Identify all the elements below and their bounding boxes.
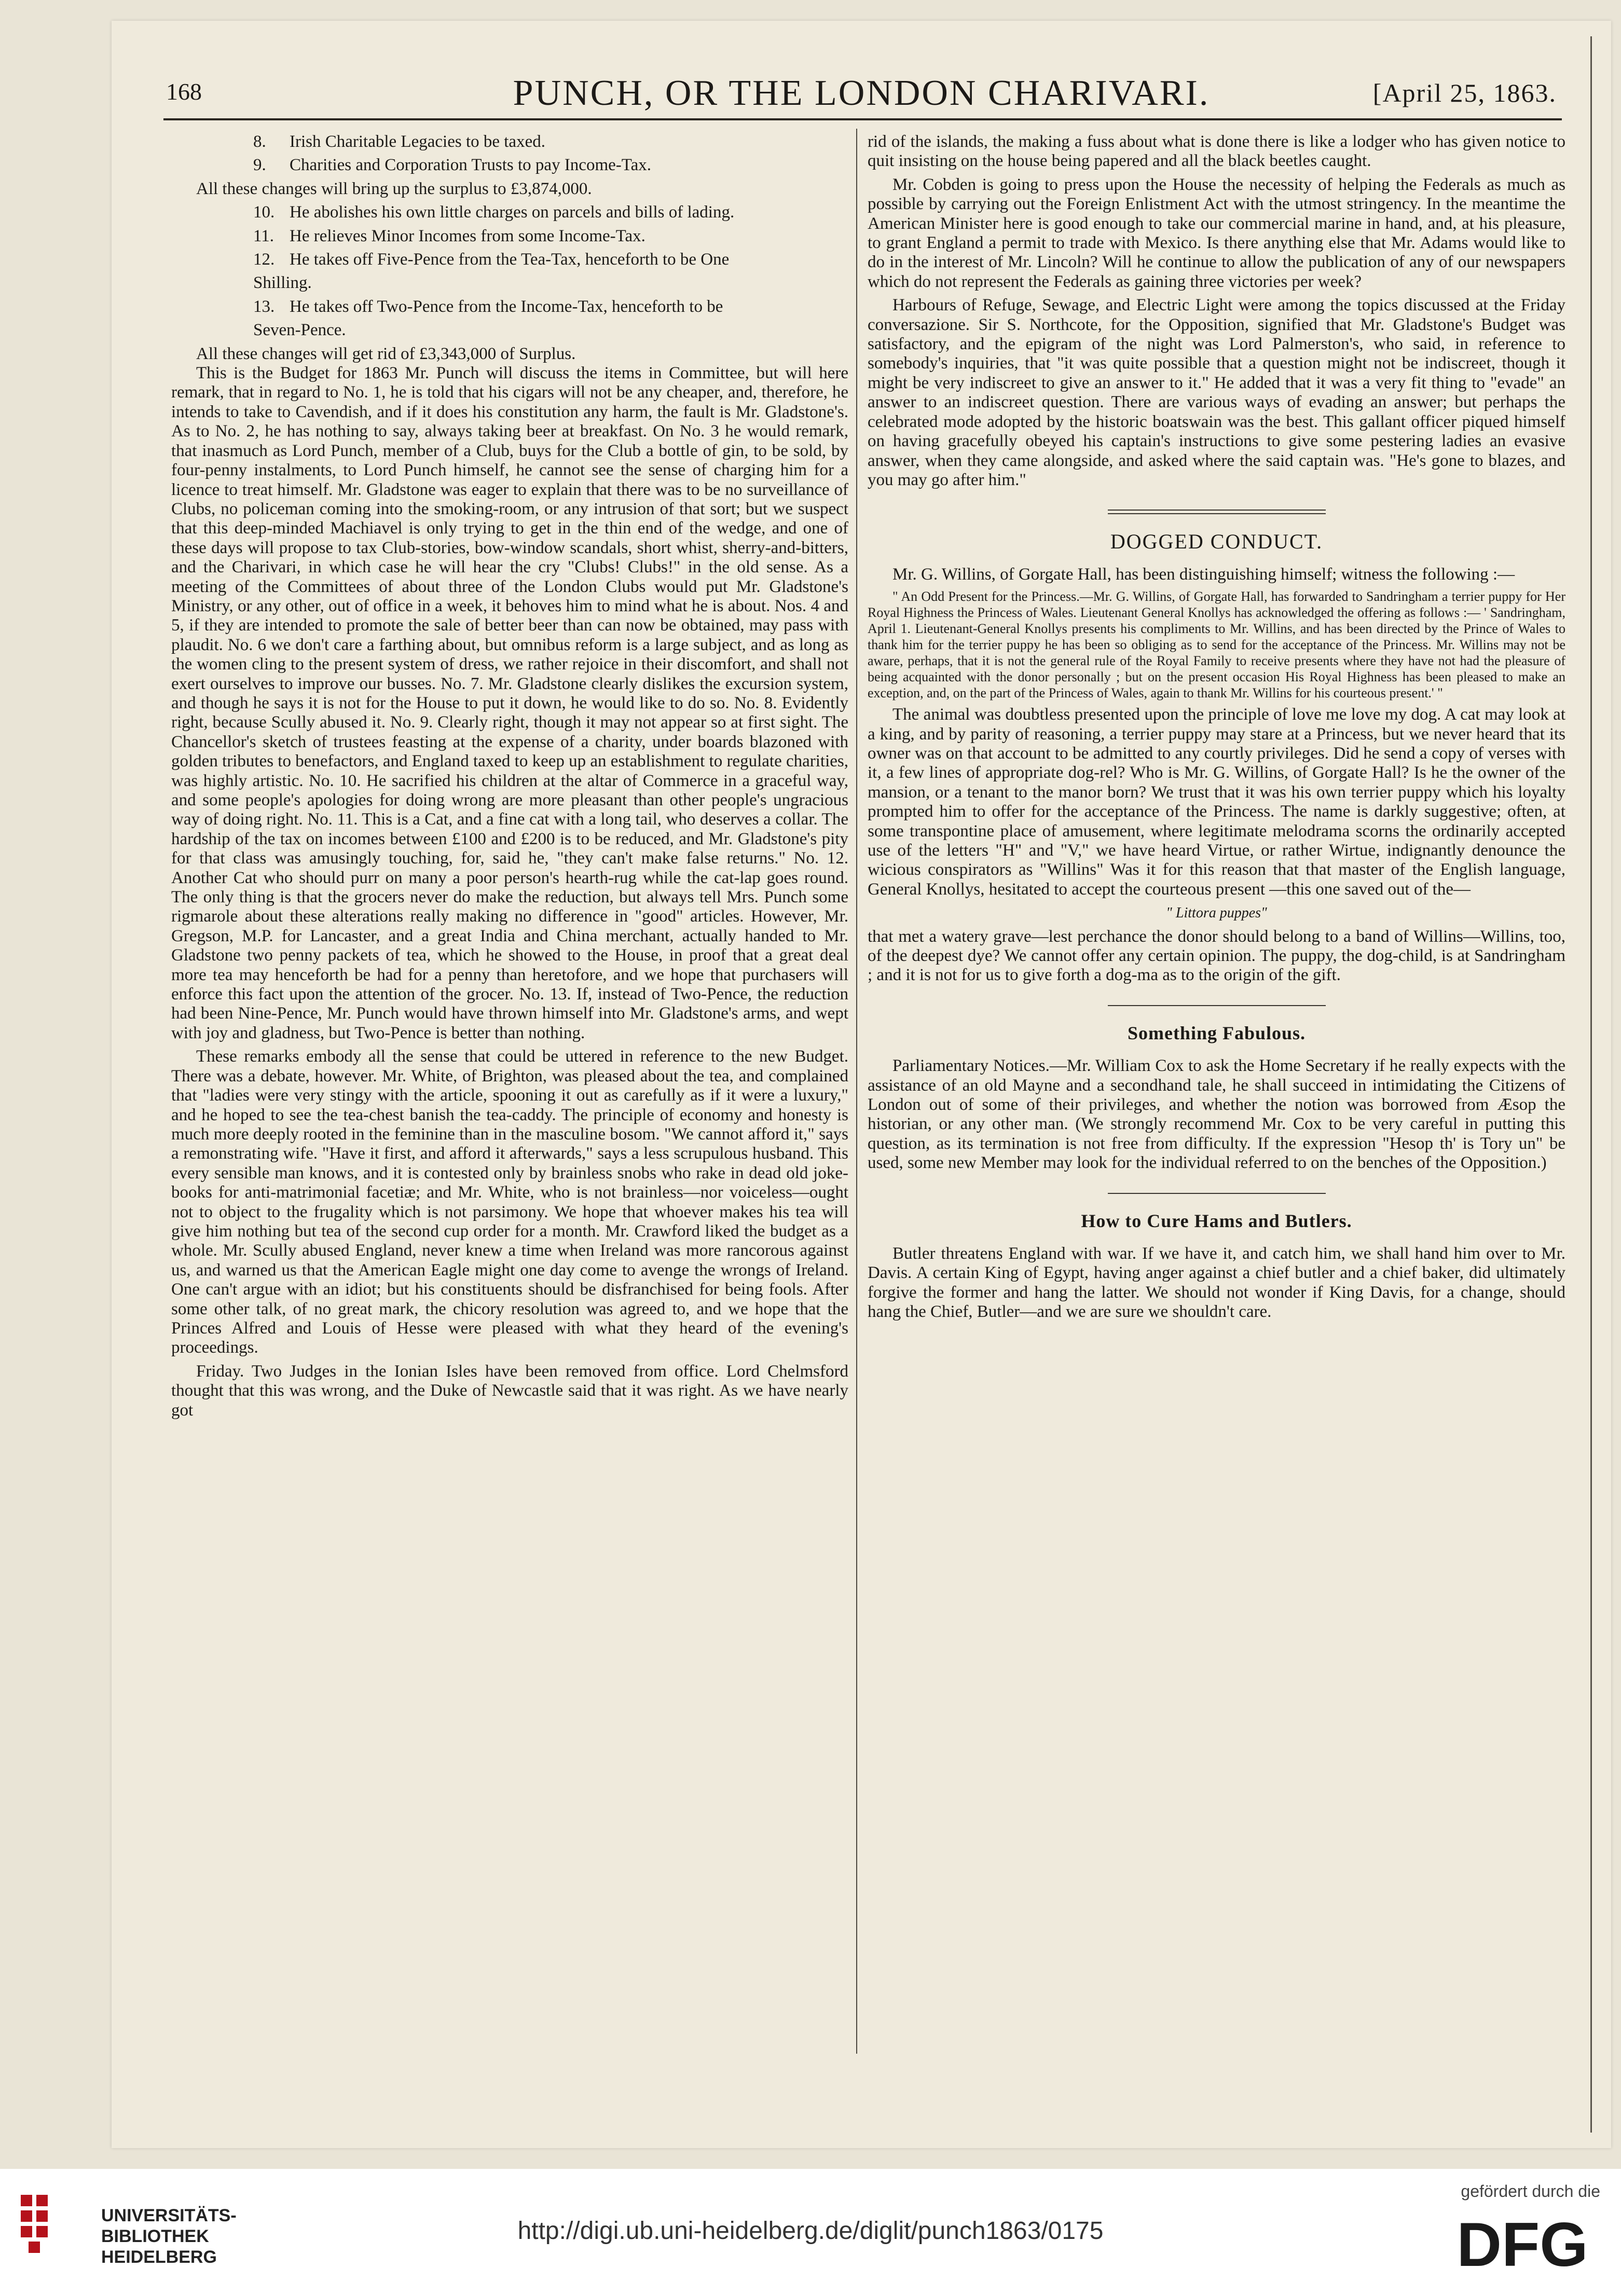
budget-item-text: He relieves Minor Incomes from some Income-Tax. [290, 226, 645, 245]
budget-list [171, 132, 848, 364]
page-header [166, 73, 1557, 119]
quoted-notice: " An Odd Present for the Princess.—Mr. G. Willins, of Gorgate Hall, has forwarded to Sandringham a terrier puppy for Her Royal Highness the Princess of Wales. Lieutenant General Knollys has acknowledged the offering as follows :— ' Sandringham, April 1. Lieutenant-General Knollys presents his compliments to Mr. Willins, and has been directed by the Prince of Wales to thank him for the terrier puppy he has been so obliging as to send for the acceptance of the Princess. Mr. Willins may not be aware, perhaps, that it is not the general rule of the Royal Family to receive presents where they have not had the pleasure of being acquainted with the donor personally ; but on the present occasion His Royal Highness has been pleased to make an exception, and, on the part of the Princess of Wales, again to thank Mr. Willins for his courteous present.' " [868, 589, 1565, 701]
article-paragraph: rid of the islands, the making a fuss about what is done there is like a lodger who has given notice to quit insisting on the house being papered and all the black beetles caught. [868, 132, 1565, 171]
page-title: PUNCH, OR THE LONDON CHARIVARI. [513, 73, 1210, 113]
left-column [171, 132, 848, 1420]
budget-note: All these changes will bring up the surplus to £3,874,000. [196, 179, 592, 198]
section-heading-dogged-conduct: DOGGED CONDUCT. [1110, 530, 1323, 554]
budget-item-continuation: Shilling. [253, 273, 312, 293]
budget-item [171, 132, 848, 152]
budget-item-number: 13. [253, 297, 275, 316]
article-paragraph: that met a watery grave—lest perchance the donor should belong to a band of Willins—Willins, too, of the deepest dye? We cannot offer any certain opinion. The puppy, the dog-child, is at Sandringham ; and it is not for us to give forth a dog-ma as to the origin of the gift. [868, 927, 1565, 985]
budget-item-number: 8. [253, 132, 266, 151]
budget-item [171, 203, 848, 222]
section-divider [1108, 1193, 1326, 1194]
article-paragraph: Harbours of Refuge, Sewage, and Electric Light were among the topics discussed at the Friday conversazione. Sir S. Northcote, for the Opposition, signified that Mr. Gladstone's Budget was satisfactory, and the epigram of the night was Lord Palmerston's, who said, in reference to somebody's inquiries, that "it was quite possible that a question might not be indiscreet, though it might be very indiscreet to give an answer to it." He added that it was a very fit thing to "evade" an answer to an indiscreet question. There are various ways of evading an answer; but perhaps the celebrated mode adopted by the historic boatswain was the best. This gallant officer piqued himself on having gracefully obeyed his captain's instructions to give some pestering ladies an evasive answer, when they came alongside, and asked where the said captain was. "He's gone to blazes, and you may go after him." [868, 296, 1565, 489]
budget-item-number: 10. [253, 203, 275, 222]
budget-item-number: 9. [253, 156, 266, 175]
dfg-logo-text: DFG [1457, 2210, 1588, 2275]
budget-item [171, 297, 848, 317]
dfg-logo [1445, 2208, 1600, 2275]
article-paragraph: Parliamentary Notices.—Mr. William Cox to ask the Home Secretary if he really expects with the assistance of an old Mayne and a secondhand tale, he shall succeed in intimidating the Citizens of London out of some of their privileges, and whether the notion was borrowed from Æsop the historian, or any other man. (We strongly recommend Mr. Cox to be very careful in putting this question, as its termination is not free from difficulty. If the expression "Hesop th' is Tory un" be used, some new Member may look for the individual referred to on the benches of the Opposition.) [868, 1056, 1565, 1173]
budget-item-text: He takes off Two-Pence from the Income-Tax, henceforth to be [290, 297, 723, 316]
footer-bar [0, 2169, 1621, 2296]
article-paragraph: Mr. G. Willins, of Gorgate Hall, has been distinguishing himself; witness the following :— [892, 565, 1515, 584]
article-paragraph: These remarks embody all the sense that could be uttered in reference to the new Budget. There was a debate, however. Mr. White, of Brighton, was pleased about the tea, and complained that "ladies were very stingy with the article, spooning it out as carefully as if it were a luxury," and he hoped to see the tea-chest banish the tea-caddy. The principle of economy and honesty is much more deeply rooted in the feminine than in the masculine bosom. "We cannot afford it," says a remonstrating wife. "Have it first, and afford it afterwards," says a less scrupulous husband. This every sensible man knows, and it is contested only by brainless snobs who rake in dead old joke-books for anti-matrimonial facetiæ; and Mr. White, who is not brainless—nor voiceless—ought not to object to the frugality which is not parsimony. We hope that whoever makes his tea will give him nothing but tea of the second cup order for a month. Mr. Crawford liked the budget as a whole. Mr. Scully abused England, never knew a time when Ireland was more rancorous against us, and warned us that the American Eagle might one day come to avenge the wrongs of Ireland. One can't argue with an idiot; but his constituents should be disfranchised for being fools. After some other talk, of no great mark, the chicory resolution was agreed to, and we hope that the Princes Alfred and Louis of Hesse were pleased with what they heard of the evening's proceedings. [171, 1047, 848, 1357]
column-divider [856, 129, 857, 2054]
page-edge-rule [1590, 36, 1592, 2133]
article-paragraph: This is the Budget for 1863 Mr. Punch will discuss the items in Committee, but will here remark, that in regard to No. 1, he is told that his cigars will not be any cheaper, and, therefore, he intends to take to Cavendish, and if it does his constitution any harm, the fault is Mr. Gladstone's. As to No. 2, he has nothing to say, always taking beer at breakfast. On No. 3 he would remark, that inasmuch as Lord Punch, member of a Club, buys for the Club a bottle of gin, to be sold, by four-penny instalments, to Lord Punch himself, he cannot see the sense of charging him for a licence to treat himself. Mr. Gladstone was eager to explain that there was to be no surveillance of Clubs, no policeman coming into the smoking-room, or any intrusion of that sort; but we suspect that this deep-minded Machiavel is only trying to get in the thin end of the wedge, and one of these days will propose to tax Club-stories, bow-window scandals, short whist, sherry-and-bitters, and the Charivari, in which case he will hear the cry "Clubs! Clubs!" in the old sense. As a meeting of the Committees of about three of the London Clubs would put Mr. Gladstone's Ministry, or any other, out of office in a week, it behoves him to mind what he is about. Nos. 4 and 5, if they are intended to promote the sale of better beer than can now be obtained, may pass with plaudit. No. 6 we don't care a farthing about, but omnibus reform is a large subject, and as long as the women cling to the present system of dress, we rather rejoice in their discomfort, and shall not exert ourselves to improve our busses. No. 7. Mr. Gladstone clearly dislikes the excursion system, and though he says it is not for the House to put it down, he would like to do so. No. 8. Evidently right, because Scully abused it. No. 9. Clearly right, though it may not appear so at first sight. The Chancellor's sketch of trustees feasting at the expense of a charity, under boards blazoned with golden tributes to benefactors, and England taxed to keep up an establishment to regulate charities, was highly artistic. No. 10. He sacrified his children at the altar of Commerce in a graceful way, and some people's apologies for doing wrong are more pleasant than other people's ungracious way of doing right. No. 11. This is a Cat, and a fine cat with a long tail, who deserves a collar. The hardship of the tax on incomes between £100 and £200 is to be reduced, and Mr. Gladstone's pity for that class was amusingly touching, for, said he, "they can't make false returns." No. 12. Another Cat who should purr on many a poor person's hearth-rug while the cat-lap goes round. The only thing is that the grocers never do make the reduction, but always tell Mrs. Punch some rigmarole about these alterations really making no difference in "good" articles. However, Mr. Gregson, M.P. for Lancaster, and a great India and China merchant, actually handed to Mr. Gladstone two penny packets of tea, which he showed to the House, in proof that a great deal more tea may henceforth be had for a penny than heretofore, and we hope that purchasers will enforce this fact upon the attention of the grocer. No. 13. If, instead of Two-Pence, the reduction had been Nine-Pence, Mr. Punch would have thrown himself into Mr. Gladstone's arms, and wept with joy and gladness, but Two-Pence is better than nothing. [171, 364, 848, 1042]
budget-item-text: He abolishes his own little charges on parcels and bills of lading. [290, 203, 735, 222]
latin-quote: " Littora puppes" [1166, 905, 1267, 922]
permalink-url[interactable]: http://digi.ub.uni-heidelberg.de/diglit/punch1863/0175 [517, 2217, 1104, 2245]
budget-item-text: Irish Charitable Legacies to be taxed. [290, 132, 545, 151]
budget-note: All these changes will get rid of £3,343,000 of Surplus. [196, 344, 576, 363]
header-rule [163, 118, 1562, 120]
funded-by-label: gefördert durch die [1461, 2182, 1600, 2201]
page-number: 168 [166, 78, 202, 105]
budget-item-number: 12. [253, 250, 275, 269]
budget-item-text: Charities and Corporation Trusts to pay Income-Tax. [290, 156, 652, 175]
article-paragraph: Friday. Two Judges in the Ionian Isles have been removed from office. Lord Chelmsford thought that this was wrong, and the Duke of Newcastle said that it was right. As we have nearly got [171, 1362, 848, 1420]
article-paragraph: The animal was doubtless presented upon the principle of love me love my dog. A cat may look at a king, and by parity of reasoning, a terrier puppy may stare at a Princess, but we never heard that its owner was on that account to be admitted to any courtly privileges. Did he send a copy of verses with it, a few lines of appropriate dog-rel? Who is Mr. G. Willins, of Gorgate Hall? Is he the owner of the mansion, or a tenant to the manor born? We trust that it was his own terrier puppy which his loyalty prompted him to offer for the acceptance of the Princess. The name is darkly suggestive; often, at some transpontine place of amusement, where legitimate melodrama scorns the ordinarily accepted use of the letters "H" and "V," we have heard Virtue, or rather Wirtue, indignantly denounce the wicious conspirators as "Willins" Was it for this reason that that master of the English language, General Knollys, hesitated to accept the courteous present —this one saved out of the— [868, 705, 1565, 899]
section-divider [1108, 510, 1326, 514]
budget-item-number: 11. [253, 226, 274, 245]
article-paragraph: Mr. Cobden is going to press upon the House the necessity of helping the Federals as much as possible by carrying out the Foreign Enlistment Act with the utmost stringency. In the meantime the American Minister here is good enough to take our commercial marine in hand, and, at his pleasure, to grant England a permit to trade with Mexico. Is there anything else that Mr. Adams would like to do in the interest of Mr. Lincoln? Will he continue to allow the publication of any of our newspapers which do not represent the Federals as gaining three victories per week? [868, 175, 1565, 291]
section-heading-hams-and-butlers: How to Cure Hams and Butlers. [1081, 1210, 1352, 1231]
section-divider [1108, 1005, 1326, 1006]
right-column [868, 132, 1565, 1322]
issue-date: [April 25, 1863. [1372, 78, 1557, 107]
budget-item [171, 227, 848, 246]
article-paragraph: Butler threatens England with war. If we have it, and catch him, we shall hand him over to Mr. Davis. A certain King of Egypt, having anger against a chief butler and a chief baker, did ultimately forgive the former and hang the latter. We should not wonder if King Davis, for a change, should hang the Chief, Butler—and we are sure we shouldn't care. [868, 1244, 1565, 1322]
budget-item [171, 156, 848, 175]
budget-item-text: He takes off Five-Pence from the Tea-Tax, henceforth to be One [290, 250, 730, 269]
budget-item-continuation: Seven-Pence. [253, 321, 346, 340]
budget-item [171, 250, 848, 269]
library-name: UNIVERSITÄTS- BIBLIOTHEK HEIDELBERG [101, 2206, 237, 2267]
section-heading-something-fabulous: Something Fabulous. [1127, 1022, 1306, 1043]
